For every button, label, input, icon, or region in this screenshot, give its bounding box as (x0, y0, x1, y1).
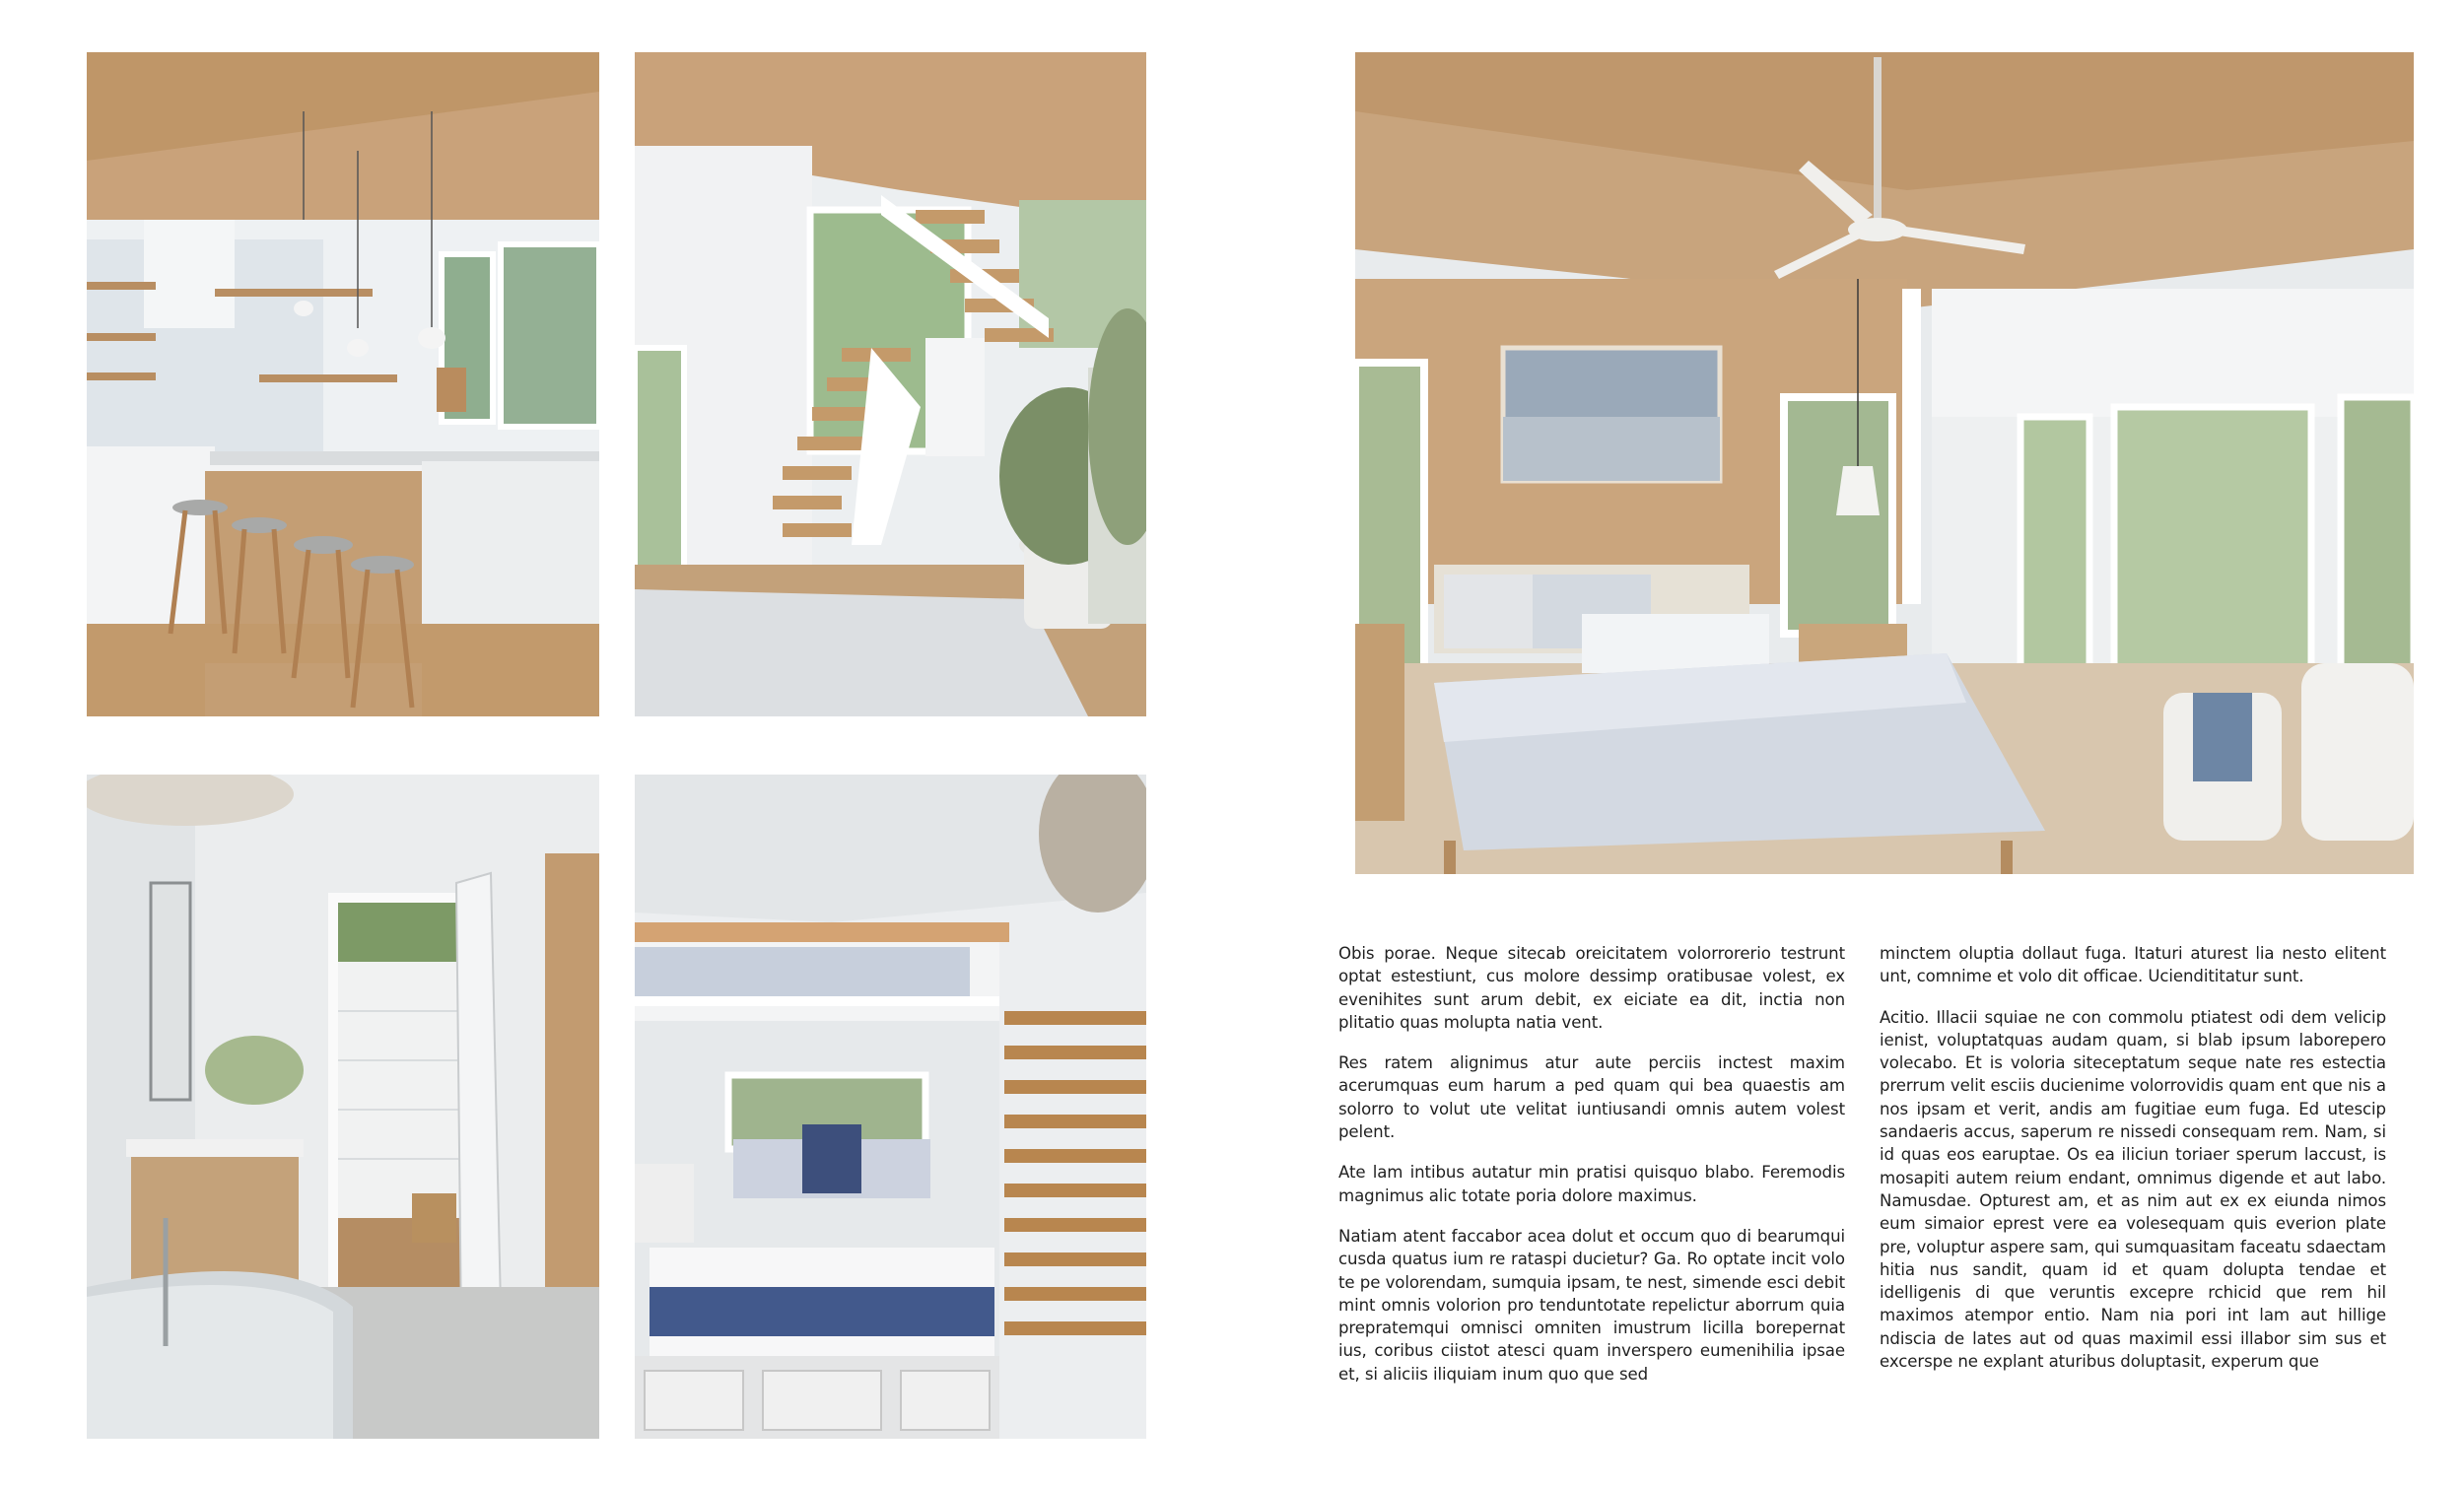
paragraph: Acitio. Illacii squiae ne con commolu ptiatest odi dem velicip ienist, voluptatquas audam quam, si blab ipsum laborepero volecabo. Et is voloria siteceptatum seque nate res estectia prerrum velit esciis ducienime volorrovidis quam ent que nis a nos ipsam et verit, andis am fugitiae eum fuga. Ed utescip sandaeris accus, saperum re nissedi consequam rem. Nam, si id quas eos earuptae. Os ea iliciun toriaer sperum laccust, is mosapiti autem reium endant, omnimus digende et aut labo. Namusdae. Opturest am, et as nim aut ex ex eiunda nimos eum simaior eprest vere ea volesequam quis everion plate pre, voluptur aspere sam, qui sumquasitam faceatu sdaectam hitia nus sandit, quam id et quam dolupta tendae et idelligenis di que veruntis excepre rchicid que rem hil maximos atempor entio. Nam nia pori int lam aut hillige ndiscia de lates aut od quas maximil essi illabor sim sus et excerspe ne explant aturibus doluptasit, experum que (1880, 1007, 2386, 1372)
paragraph: Natiam atent faccabor acea dolut et occum quo di bearumqui cusda quatus ium re rataspi ducietur? Ga. Ro optate incit volo te pe volorendam, sumquia ipsam, te nest, simende esci debit mint omnis volorion pro tenduntotate repelictur aborrum quia prepratemqui omnisci omniten imustrum licilla borepernat ius, coribus ciistot atesci quam inverspero eumenihilia ipsae et, si aliciis iliquiam inum quo que sed (1338, 1226, 1845, 1384)
article-left-column (1338, 942, 1845, 1403)
paragraph: Ate lam intibus autatur min pratisi quisquo blabo. Feremodis magnimus alic totate poria dolore maximus. (1338, 1163, 1845, 1205)
paragraph: Res ratem alignimus atur aute perciis inctest maxim acerumquas eum harum a ped quam qui bea quaestis am solorro to volut ute velitat iuntiusandi omnis autem volest pelent. (1338, 1053, 1845, 1142)
paragraph: Obis porae. Neque sitecab oreicitatem volorrorerio testrunt optat estestiunt, cus molore dessimp oratibusae volest, ex evenihites sunt arum debit, ex eiciate ea dit, inctia non plitatio quas molupta natia vent. (1338, 944, 1845, 1032)
bathroom-photo (87, 775, 599, 1439)
staircase-photo (635, 52, 1146, 716)
primary-bedroom-photo (1355, 52, 2414, 874)
article-right-column (1880, 942, 2386, 1390)
bunk-room-photo (635, 775, 1146, 1439)
kitchen-photo (87, 52, 599, 716)
paragraph: minctem oluptia dollaut fuga. Itaturi aturest lia nesto elitent unt, comnime et volo dit officae. Uciendititatur sunt. (1880, 944, 2386, 986)
